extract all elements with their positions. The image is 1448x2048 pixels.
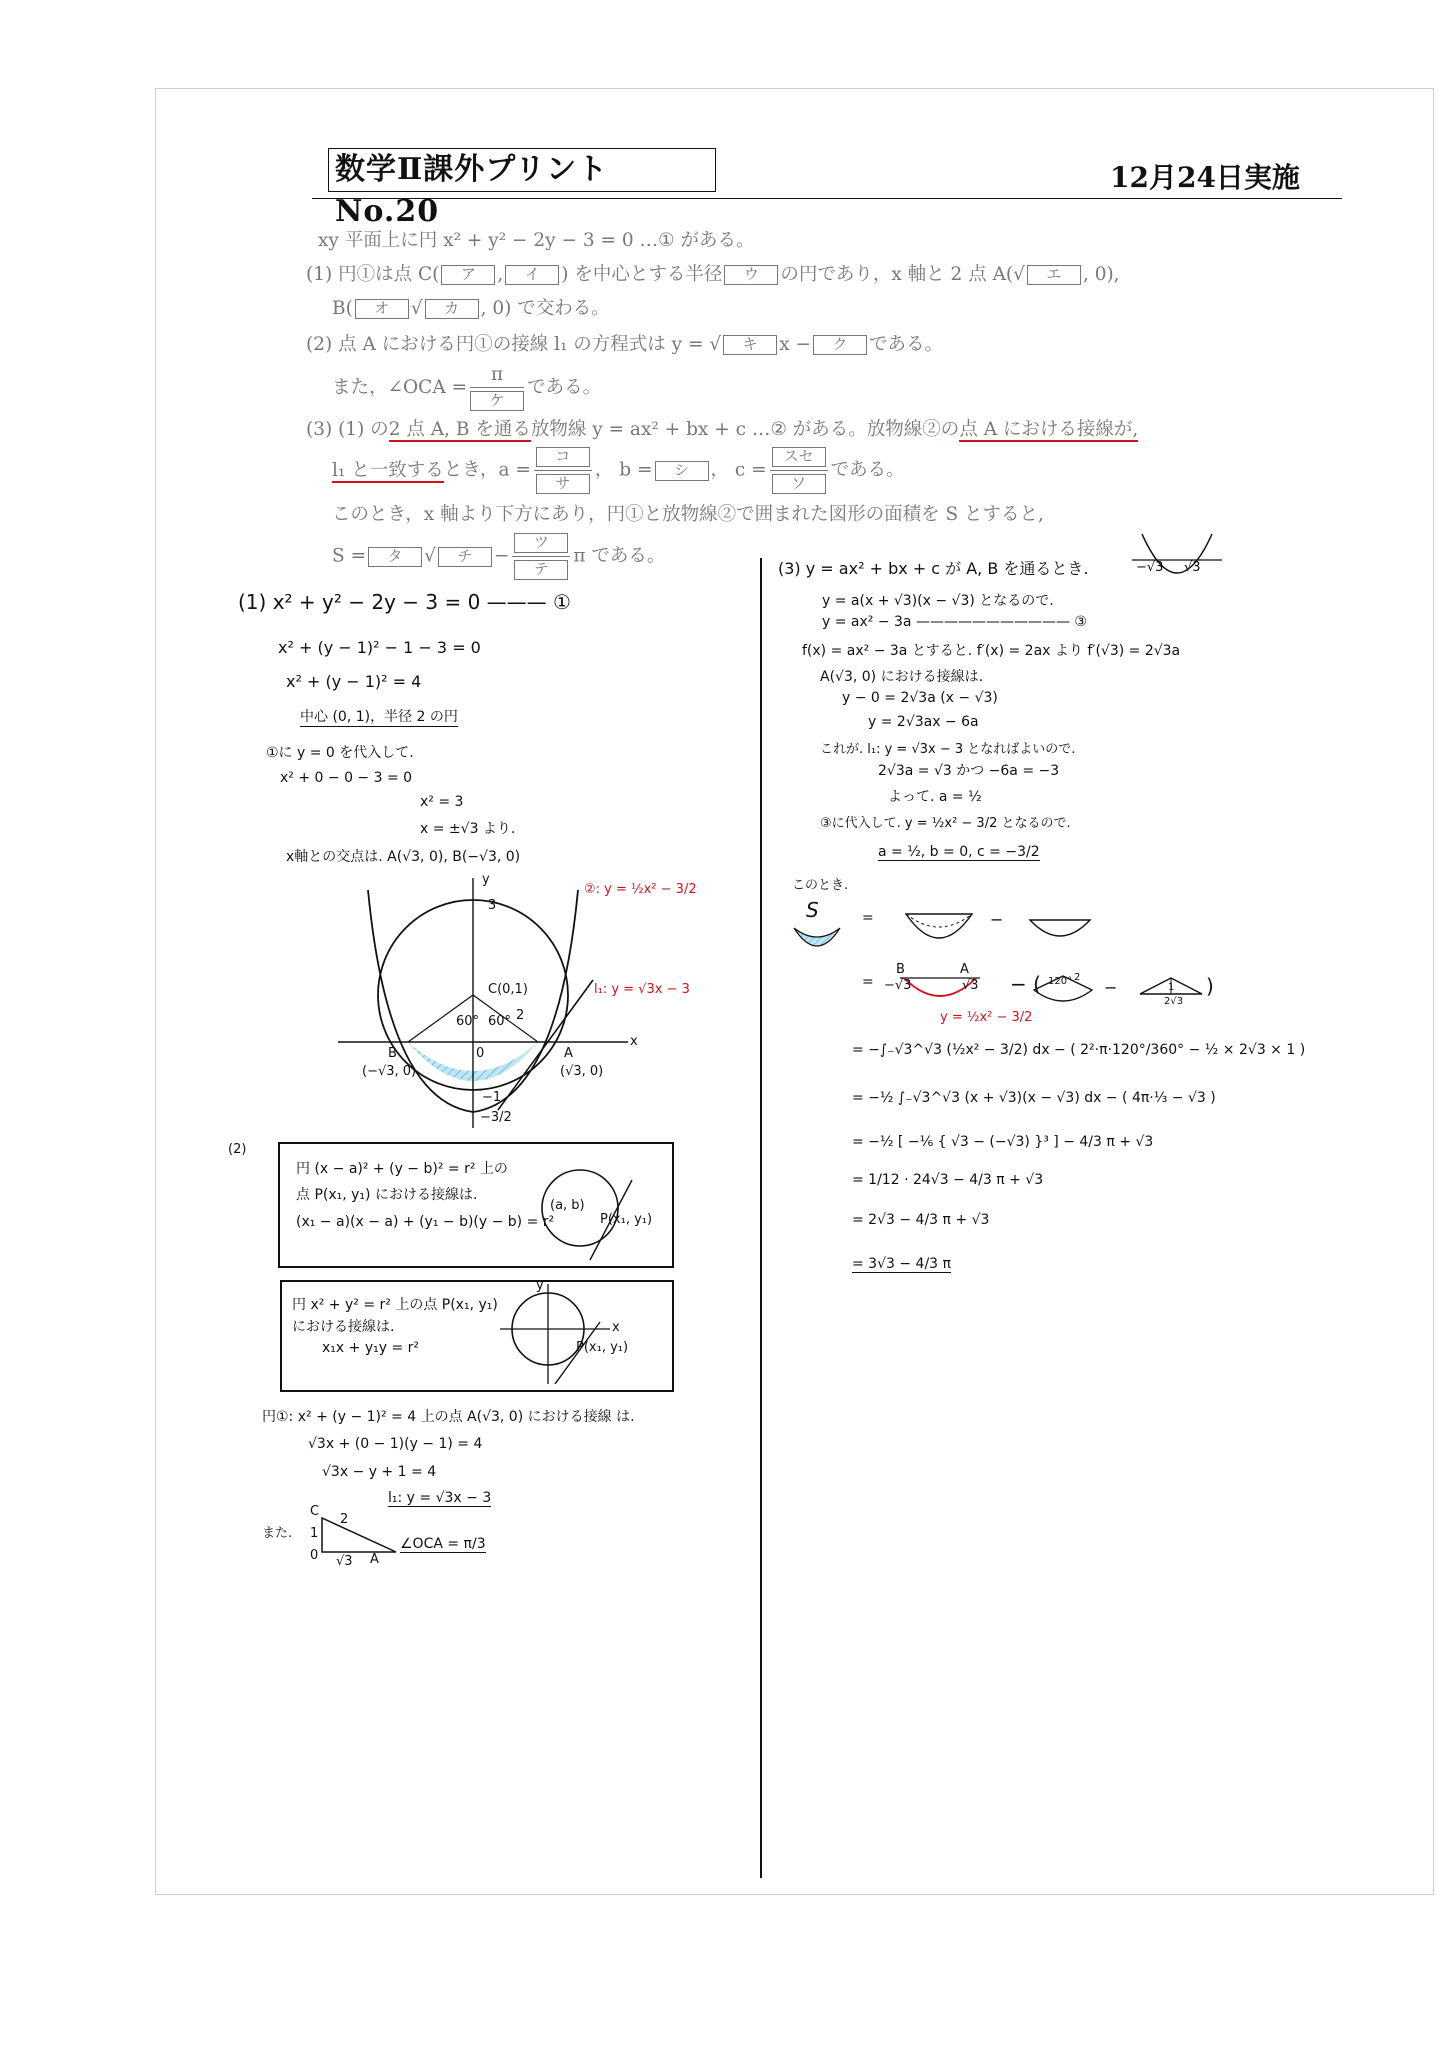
- answer-box-sa: サ: [536, 474, 590, 494]
- formula1-line1: 円 (x − a)² + (y − b)² = r² 上の: [296, 1161, 508, 1177]
- formula1-point-label: P(x₁, y₁): [600, 1212, 653, 1227]
- graph-b-coord: (−√3, 0): [362, 1064, 417, 1079]
- sol-line: y − 0 = 2√3a (x − √3): [842, 690, 998, 706]
- answer-box-ke: ケ: [470, 391, 524, 411]
- area-eq-sign: =: [862, 910, 874, 926]
- triangle-c-label: C: [310, 1504, 320, 1519]
- area-sketch-segment-1: [904, 910, 974, 946]
- sol-line: x = ±√3 より.: [420, 821, 516, 837]
- problem-part2-line1: (2) 点 A における円①の接線 l₁ の方程式は y = √ キ x − ク である。: [306, 334, 944, 355]
- graph-angle-left: 60°: [456, 1014, 480, 1029]
- problem-part1-line2: B( オ √ カ , 0) で交わる。: [332, 298, 610, 319]
- area-close-paren: ): [1206, 974, 1214, 998]
- triangle-side-s3: √3: [336, 1554, 353, 1569]
- area-s-label: S: [806, 898, 819, 922]
- area-parabola-eq: y = ½x² − 3/2: [940, 1010, 1033, 1025]
- graph-neg32: −3/2: [480, 1110, 512, 1125]
- answer-box-o: オ: [355, 299, 409, 319]
- sol-line: x² = 3: [420, 794, 464, 810]
- area-eq-sign-2: =: [862, 974, 874, 990]
- right-triangle-diagram: [320, 1516, 400, 1556]
- sol-center-radius: 中心 (0, 1)，半径 2 の円: [300, 706, 458, 727]
- sol-line: これが. l₁: y = √3x − 3 となればよいので.: [820, 742, 1076, 757]
- sol-area-result: = 3√3 − 4/3 π: [852, 1256, 951, 1272]
- sol-line: = −½ [ −⅙ { √3 − (−√3) }³ ] − 4/3 π + √3: [852, 1134, 1154, 1150]
- area-s-shape: [792, 924, 842, 958]
- graph-neg1: −1: [482, 1090, 502, 1105]
- sol-line: = −½ ∫₋√3^√3 (x + √3)(x − √3) dx − ( 4π·⅓ − √3 ): [852, 1090, 1216, 1106]
- area-sector-angle: 120°: [1048, 976, 1073, 987]
- sol-line: (1) x² + y² − 2y − 3 = 0 ——— ①: [238, 590, 571, 614]
- problem-part3-line3: このとき，x 軸より下方にあり，円①と放物線②で囲まれた図形の面積を S とすると,: [332, 504, 1044, 525]
- sol-line: = −∫₋√3^√3 (½x² − 3/2) dx − ( 2²·π·120°/360° − ½ × 2√3 × 1 ): [852, 1042, 1306, 1058]
- column-divider: [760, 558, 762, 1878]
- triangle-a-label: A: [370, 1552, 379, 1567]
- sol-line: = 1/12 · 24√3 − 4/3 π + √3: [852, 1172, 1044, 1188]
- problem-part3-line4: S = タ √ チ − $\frac{\text{ツ}}{\text{テ}}$ π である。: [332, 533, 666, 578]
- answer-box-ku: ク: [813, 335, 867, 355]
- tangent-l1: [498, 980, 593, 1110]
- graph-parabola-label: ②: y = ½x² − 3/2: [584, 882, 697, 897]
- sol-line: ①に y = 0 を代入して.: [266, 745, 414, 761]
- problem-part2-line2: また，∠OCA = $\frac{\pi}{\text{ケ}}$ である。: [332, 364, 602, 409]
- answer-box-tsu: ツ: [514, 533, 568, 553]
- sol-intersections: x軸との交点は. A(√3, 0), B(−√3, 0): [286, 849, 521, 865]
- sol-line: 2√3a = √3 かつ −6a = −3: [878, 763, 1060, 779]
- graph-a-coord: (√3, 0): [560, 1064, 604, 1079]
- mini-sketch-pos: √3: [1184, 560, 1201, 575]
- sol-line: x² + (y − 1)² − 1 − 3 = 0: [278, 638, 481, 657]
- sol-line: このとき.: [792, 878, 849, 893]
- sol-line: f(x) = ax² − 3a とすると. f′(x) = 2ax より f′(√3) = 2√3a: [802, 643, 1181, 659]
- graph-b-label: B: [388, 1046, 397, 1061]
- area-pos-s3: √3: [962, 978, 979, 993]
- formula1-center-label: (a, b): [550, 1198, 585, 1213]
- sol-angle-result: ∠OCA = π/3: [400, 1536, 486, 1552]
- graph-angle-right: 60°: [488, 1014, 512, 1029]
- formula1-line2: 点 P(x₁, y₁) における接線は.: [296, 1187, 478, 1203]
- worksheet-date: 12月24日実施: [1110, 161, 1300, 194]
- graph-a-label: A: [564, 1046, 573, 1061]
- graph-origin: 0: [476, 1046, 485, 1061]
- answer-box-u: ウ: [724, 265, 778, 285]
- area-open-paren: − (: [1010, 972, 1041, 996]
- sol-line: また.: [262, 1526, 293, 1541]
- answer-box-a: ア: [441, 265, 495, 285]
- sol-line: ③に代入して. y = ½x² − 3/2 となるので.: [820, 816, 1071, 831]
- triangle-o-label: 0: [310, 1548, 319, 1563]
- sol-part2-label: (2): [228, 1142, 247, 1157]
- area-neg-s3: −√3: [884, 978, 912, 993]
- problem-intro: xy 平面上に円 x² + y² − 2y − 3 = 0 …① がある。: [318, 230, 755, 251]
- area-minus-sign-2: −: [1104, 978, 1118, 997]
- problem-part1-line1: (1) 円①は点 C( ア , イ ) を中心とする半径 ウ の円であり，x 軸と 2 点 A(√ エ , 0),: [306, 264, 1120, 285]
- graph-two: 2: [516, 1008, 525, 1023]
- sol-line: x² + (y − 1)² = 4: [286, 672, 422, 691]
- answer-box-ta: タ: [368, 547, 422, 567]
- answer-box-ki: キ: [723, 335, 777, 355]
- area-sector-radius: 2: [1074, 972, 1081, 983]
- problem-part3-line2: l₁ と一致するとき，a = $\frac{\text{コ}}{\text{サ}}$ ， b = シ ， c = $\frac{\text{スセ}}{\text{ソ}}$ である。: [332, 447, 905, 492]
- sol-coefficients: a = ½, b = 0, c = −3/2: [878, 844, 1040, 860]
- formula2-line2: における接線は.: [292, 1319, 395, 1335]
- sol-line: √3x − y + 1 = 4: [322, 1464, 437, 1480]
- sol-line: y = ax² − 3a ——————————— ③: [822, 614, 1087, 630]
- answer-box-ko: コ: [536, 447, 590, 467]
- answer-box-suse: スセ: [772, 447, 826, 467]
- sol-line: = 2√3 − 4/3 π + √3: [852, 1212, 990, 1228]
- area-triangle-base: 2√3: [1164, 996, 1184, 1007]
- formula2-line1: 円 x² + y² = r² 上の点 P(x₁, y₁): [292, 1297, 498, 1313]
- formula2-x-label: x: [612, 1320, 620, 1335]
- answer-box-chi: チ: [438, 547, 492, 567]
- formula1-line3: (x₁ − a)(x − a) + (y₁ − b)(y − b) = r²: [296, 1214, 555, 1230]
- answer-box-te: テ: [514, 560, 568, 580]
- graph-c-label: C(0,1): [488, 982, 528, 997]
- formula2-y-label: y: [536, 1278, 544, 1293]
- graph-x-label: x: [630, 1034, 638, 1049]
- problem-part3-line1: (3) (1) の2 点 A, B を通る放物線 y = ax² + bx + c …② がある。放物線②の点 A における接線が,: [306, 419, 1139, 440]
- mini-sketch-neg: −√3: [1136, 560, 1164, 575]
- formula2-line3: x₁x + y₁y = r²: [322, 1340, 419, 1356]
- answer-box-shi: シ: [655, 461, 709, 481]
- sol-line: y = a(x + √3)(x − √3) となるので.: [822, 593, 1054, 609]
- sol-tangent-result: l₁: y = √3x − 3: [388, 1490, 492, 1506]
- area-sketch-segment-2: [1028, 916, 1092, 940]
- sol-line: A(√3, 0) における接線は.: [820, 669, 984, 685]
- area-minus-sign: −: [990, 910, 1004, 929]
- sol-line: x² + 0 − 0 − 3 = 0: [280, 770, 413, 786]
- answer-box-e: エ: [1027, 265, 1081, 285]
- sol-line: よって. a = ½: [888, 789, 982, 805]
- area-b-label: B: [896, 962, 905, 977]
- graph-three: 3: [488, 898, 497, 913]
- sol-line: y = 2√3ax − 6a: [868, 714, 979, 730]
- answer-box-i: イ: [505, 265, 559, 285]
- area-a-label: A: [960, 962, 969, 977]
- triangle-side-2: 2: [340, 1512, 349, 1527]
- worksheet-title: 数学Ⅱ課外プリント No.20: [328, 148, 716, 192]
- area-triangle-height: 1: [1168, 982, 1175, 993]
- graph-tangent-label: l₁: y = √3x − 3: [594, 982, 690, 997]
- triangle-side-1: 1: [310, 1526, 319, 1541]
- formula2-point-label: P(x₁, y₁): [576, 1340, 629, 1355]
- header-rule: [312, 198, 1342, 199]
- sol-line: (3) y = ax² + bx + c が A, B を通るとき.: [778, 559, 1089, 578]
- graph-y-label: y: [482, 872, 490, 887]
- sol-line: √3x + (0 − 1)(y − 1) = 4: [308, 1436, 483, 1452]
- answer-box-so: ソ: [772, 474, 826, 494]
- answer-box-ka: カ: [425, 299, 479, 319]
- sol-line: 円①: x² + (y − 1)² = 4 上の点 A(√3, 0) における接線 は.: [262, 1409, 635, 1425]
- formula2-circle-diagram: [500, 1284, 610, 1384]
